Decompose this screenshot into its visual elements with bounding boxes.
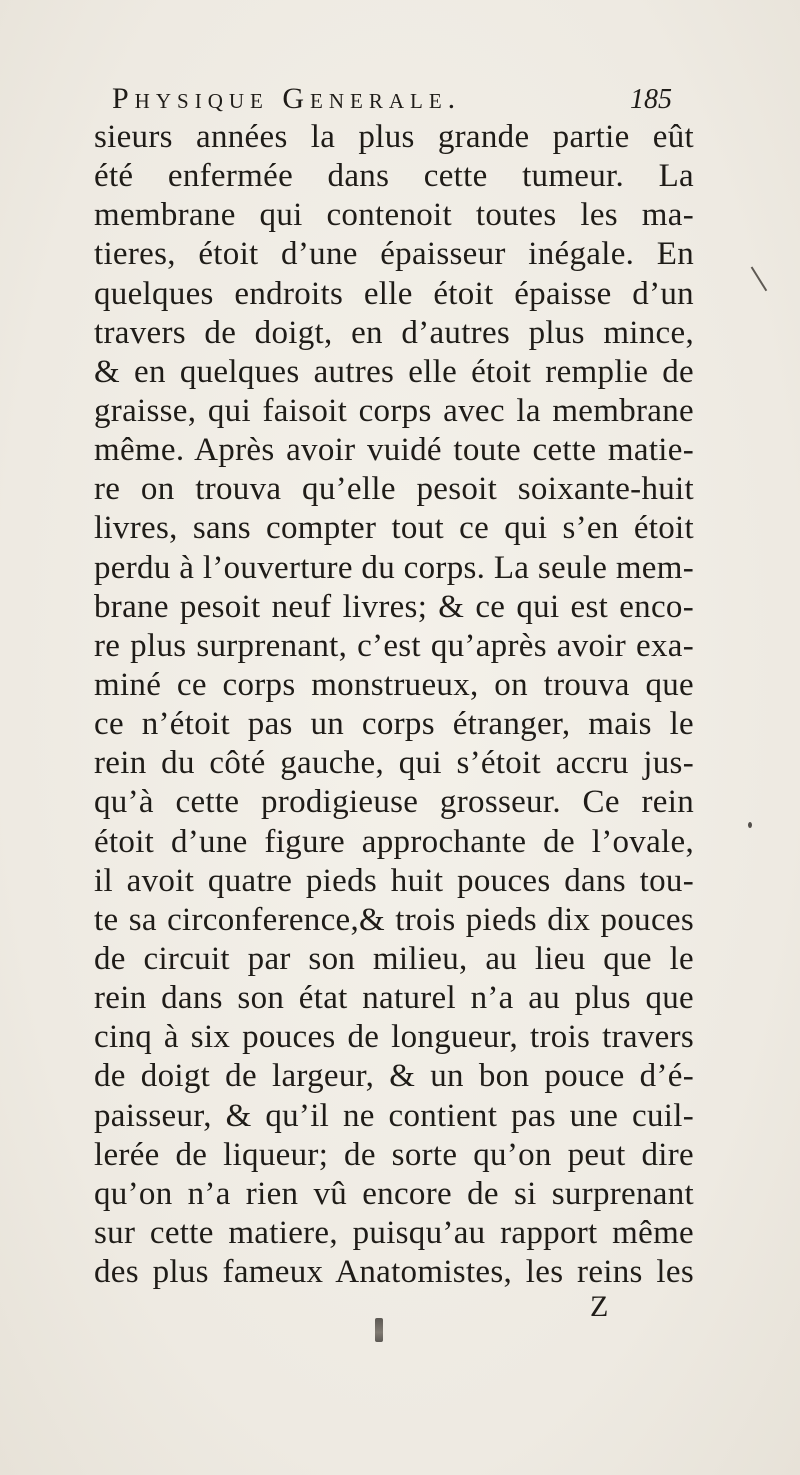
text-line: membrane qui contenoit toutes les ma- [94, 197, 694, 234]
text-line: de doigt de largeur, & un bon pouce d’é- [94, 1058, 694, 1095]
page-number: 185 [630, 84, 672, 115]
text-line: travers de doigt, en d’autres plus mince, [94, 314, 694, 351]
text-line: sur cette matiere, puisqu’au rapport même [94, 1214, 694, 1251]
text-line: & en quelques autres elle étoit remplie de [94, 353, 694, 390]
text-line: re plus surprenant, c’est qu’après avoir exa- [94, 627, 694, 664]
text-line: te sa circonference,& trois pieds dix pouces [94, 901, 694, 938]
text-line: de circuit par son milieu, au lieu que le [94, 940, 694, 977]
text-line: re on trouva qu’elle pesoit soixante-huit [94, 471, 694, 508]
text-line: été enfermée dans cette tumeur. La [94, 158, 694, 195]
running-title: Physique Generale. [112, 82, 462, 115]
text-line: tieres, étoit d’une épaisseur inégale. En [94, 236, 694, 273]
text-line: brane pesoit neuf livres; & ce qui est enco- [94, 588, 694, 625]
text-line: livres, sans compter tout ce qui s’en étoit [94, 510, 694, 547]
text-line: étoit d’une figure approchante de l’ovale, [94, 823, 694, 860]
text-line: des plus fameux Anatomistes, les reins les [94, 1254, 694, 1291]
ink-smudge [375, 1318, 383, 1342]
text-line: perdu à l’ouverture du corps. La seule mem- [94, 549, 694, 586]
text-line: même. Après avoir vuidé toute cette matie- [94, 432, 694, 469]
text-line: rein dans son état naturel n’a au plus que [94, 980, 694, 1017]
text-line: sieurs années la plus grande partie eût [94, 119, 694, 155]
margin-ink-dot [748, 822, 752, 828]
text-line: paisseur, & qu’il ne contient pas une cuil- [94, 1097, 694, 1134]
body-text [94, 118, 694, 1292]
text-line: lerée de liqueur; de sorte qu’on peut dire [94, 1136, 694, 1173]
text-line: cinq à six pouces de longueur, trois travers [94, 1019, 694, 1056]
running-head [112, 82, 672, 122]
text-line: quelques endroits elle étoit épaisse d’un [94, 275, 694, 312]
text-line: miné ce corps monstrueux, on trouva que [94, 666, 694, 703]
text-line: rein du côté gauche, qui s’étoit accru jus- [94, 745, 694, 782]
text-line: qu’à cette prodigieuse grosseur. Ce rein [94, 784, 694, 821]
text-line: qu’on n’a rien vû encore de si surprenant [94, 1175, 694, 1212]
text-line: ce n’étoit pas un corps étranger, mais le [94, 706, 694, 743]
margin-stray-mark [751, 267, 767, 292]
text-line: il avoit quatre pieds huit pouces dans tou- [94, 862, 694, 899]
text-line: graisse, qui faisoit corps avec la membrane [94, 392, 694, 429]
signature-mark: Z [590, 1290, 609, 1323]
